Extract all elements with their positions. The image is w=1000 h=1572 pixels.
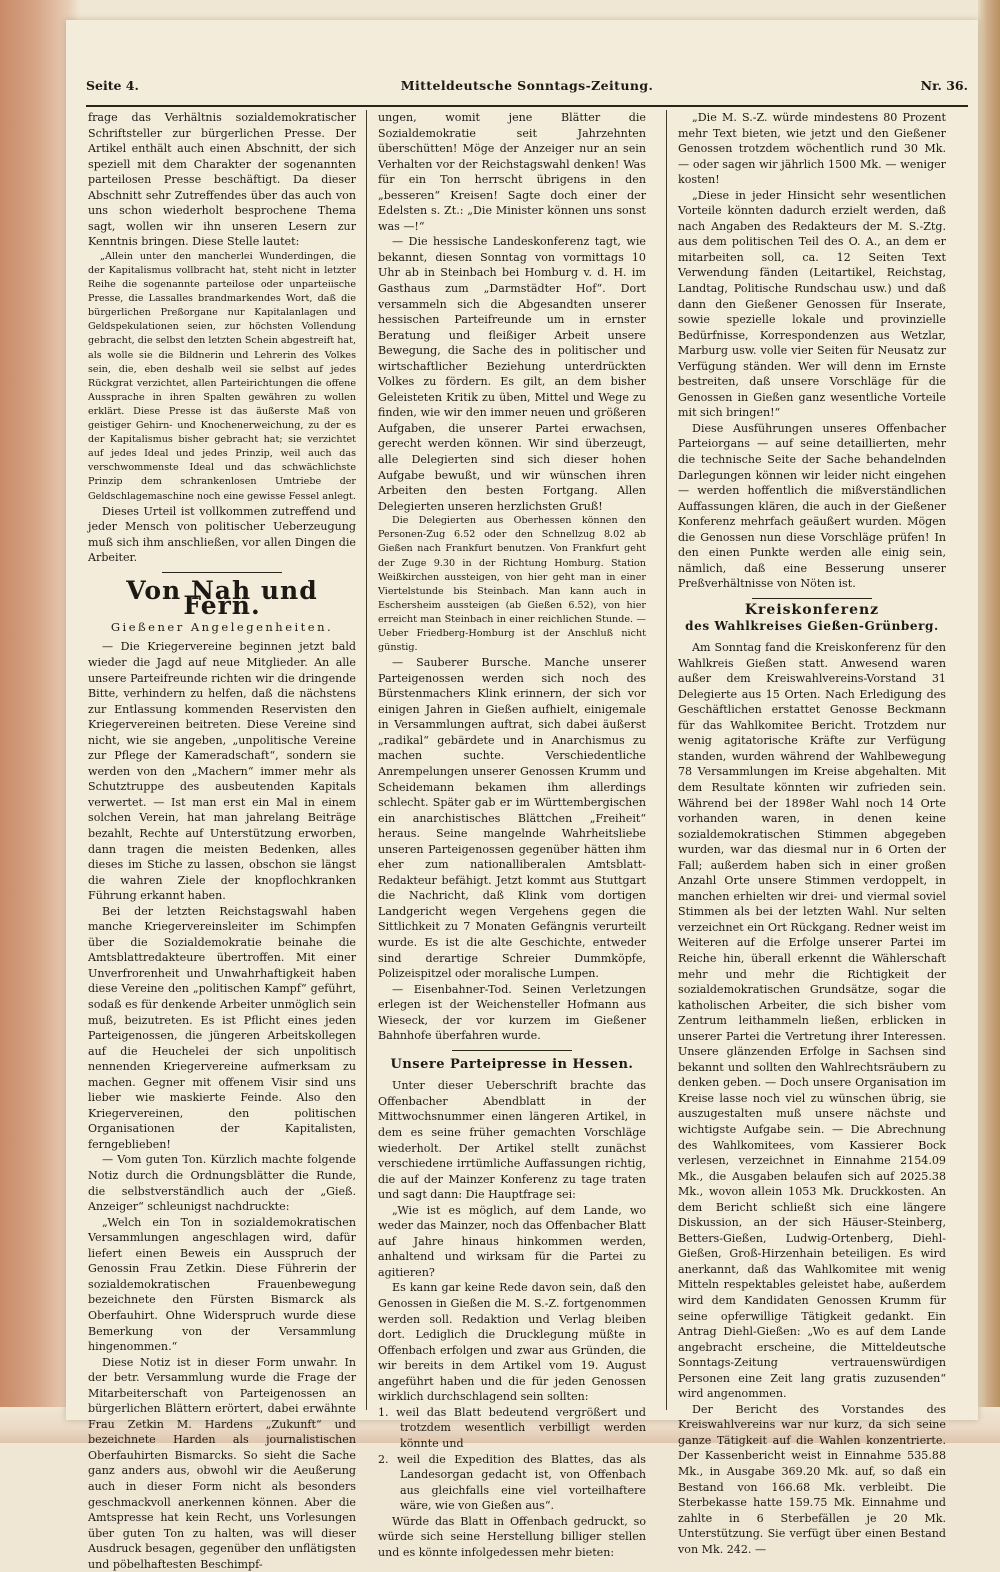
section-rule	[752, 598, 872, 599]
column-divider	[666, 110, 667, 1410]
list-item: 1. weil das Blatt bedeutend vergrößert und trotzdem wesentlich verbilligt werden könnte und	[378, 1405, 646, 1450]
article-paragraph: — Eisenbahner-Tod. Seinen Verletzungen erlegen ist der Weichensteller Hofmann aus Wieseck, der vor kurzem im Gießener Bahnhofe überfahren wurde.	[378, 982, 646, 1043]
scan-edge-right	[978, 0, 1000, 1443]
section-heading: Kreiskonferenz	[744, 601, 880, 618]
section-rule	[162, 572, 282, 573]
column-1	[88, 110, 356, 1571]
article-paragraph: Würde das Blatt in Offenbach gedruckt, so würde sich seine Herstellung billiger stellen und es könnte infolgedessen mehr bieten:	[378, 1514, 646, 1559]
article-paragraph: Dieses Urteil ist vollkommen zutreffend und jeder Mensch von politischer Ueberzeugung muß sich ihm anschließen, vor allen Dingen die Arbeiter.	[88, 504, 356, 565]
header-rule	[86, 105, 968, 107]
newspaper-page	[66, 20, 978, 1571]
numbered-list	[378, 1405, 646, 1514]
article-paragraph: — Vom guten Ton. Kürzlich machte folgende Notiz durch die Ordnungsblätter die Runde, die selbstverständlich auch der „Gieß. Anzeiger“ schleunigst nachdruckte:	[88, 1153, 356, 1214]
page-header	[86, 78, 968, 98]
article-paragraph: frage das Verhältnis sozialdemokratischer Schriftsteller zur bürgerlichen Presse. Der Artikel enthält auch einen Abschnitt, der sich speziell mit dem Charakter der sogenannten parteilosen Presse beschäftigt. Da dieser Abschnitt sehr Zutreffendes über das auch von uns schon wiederholt besprochene Thema sagt, wollen wir ihn unseren Lesern zur Kenntnis bringen. Diese Stelle lautet:	[88, 111, 356, 249]
article-quote: „Welch ein Ton in sozialdemokratischen Versammlungen angeschlagen wird, dafür liefert einen Beweis ein Ausspruch der Genossin Frau Zetkin. Diese Führerin der sozialdemokratischen Frauenbewegung bezeichnete den Fürsten Bismarck als Oberfauhirt. Ohne Widerspruch wurde diese Bemerkung von der Versammlung hingenommen.“	[88, 1215, 356, 1354]
article-paragraph: — Die hessische Landeskonferenz tagt, wie bekannt, diesen Sonntag von vormittags 10 Uhr ab in Steinbach bei Homburg v. d. H. im Gasthaus zum „Darmstädter Hof“. Dort versammeln sich die Abgesandten unserer hessischen Parteifreunde um in ernster Beratung und fleißiger Arbeit unsere Bewegung, die Sache des in politischer und wirtschaftlicher Beziehung unterdrückten Volkes zu fördern. Es gilt, an dem bisher Geleisteten Kritik zu üben, Mittel und Wege zu finden, wie wir den immer neuen und größeren Aufgaben, die unserer Partei erwachsen, gerecht werden können. Wir sind überzeugt, alle Delegierten sind sich dieser hohen Aufgabe bewußt, und wir wünschen ihren Arbeiten den besten Fortgang. Allen Delegierten unseren herzlichsten Gruß!	[378, 235, 646, 513]
article-paragraph: — Sauberer Bursche. Manche unserer Parteigenossen werden sich noch des Bürstenmachers Klink erinnern, der sich vor einigen Jahren in Gießen aufhielt, einigemale in Versammlungen auftrat, sich dabei äußerst „radikal“ gebärdete und in Anarchismus zu machen suchte. Verschiedentliche Anrempelungen unserer Genossen Krumm und Scheidemann bekamen ihm allerdings schlecht. Später gab er im Württembergischen ein anarchistisches Blättchen „Freiheit“ heraus. Seine mangelnde Wahrheitsliebe unseren Parteigenossen gegenüber hätten ihm eher zum nationalliberalen Amtsblatt-Redakteur befähigt. Jetzt kommt aus Stuttgart die Nachricht, daß Klink vom dortigen Landgericht wegen Vergehens gegen die Sittlichkeit zu 7 Monaten Gefängnis verurteilt wurde. Es ist die alte Geschichte, entweder sind derartige Schreier Dummköpfe, Polizeispitzel oder moralische Lumpen.	[378, 656, 646, 981]
issue-number: Nr. 36.	[920, 78, 968, 93]
article-paragraph: Bei der letzten Reichstagswahl haben manche Kriegervereinsleiter im Schimpfen über die Sozialdemokratie beinahe die Amtsblattredakteure übertroffen. Mit einer Unverfrorenheit und Unwahrhaftigkeit haben diese Vereine den „politischen Kampf“ geführt, sodaß es für denkende Arbeiter unmöglich sein muß, beizutreten. Es ist Pflicht eines jeden Parteigenossen, die jüngeren Arbeitskollegen auf die Heuchelei der sich unpolitisch nennenden Kriegervereine aufmerksam zu machen. Gegner mit offenem Visir sind uns lieber wie maskierte Feinde. Also den Kriegervereinen, den politischen Organisationen der Kapitalisten, ferngeblieben!	[88, 904, 356, 1151]
article-quote: „Allein unter den mancherlei Wunderdingen, die der Kapitalismus vollbracht hat, steht nicht in letzter Reihe die sogenannte parteilose oder unparteiische Presse, die Lassalles brandmarkendes Wort, daß die bürgerlichen Preßorgane nur Kapitalanlagen und Geldspekulationen seien, zur höchsten Vollendung gebracht, die selbst den letzten Schein abgestreift hat, als wolle sie die Bildnerin und Lehrerin des Volkes sein, die, eben deshalb weil sie selbst auf jedes Rückgrat verzichtet, allen Parteirichtungen die offene Aussprache in ihren Spalten gewähren zu wollen erklärt. Diese Presse ist das äußerste Maß von geistiger Gehirn- und Knochenerweichung, zu der es der Kapitalismus bisher gebracht hat; sie verzichtet auf jedes Ideal und jedes Prinzip, weil auch das verschwommenste Ideal und das schwächlichste Prinzip dem schrankenlosen Umtriebe der Geldschlagemaschine noch eine gewisse Fessel anlegt.	[88, 250, 356, 502]
article-paragraph: Der Bericht des Vorstandes des Kreiswahlvereins war nur kurz, da sich seine ganze Tätigkeit auf die Wahlen konzentrierte. Der Kassenbericht weist in Einnahme 535.88 Mk., in Ausgabe 369.20 Mk. auf, so daß ein Bestand von 166.68 Mk. verbleibt. Die Sterbekasse hatte 159.75 Mk. Einnahme und zahlte in 6 Sterbefällen je 20 Mk. Unterstützung. Sie verfügt über einen Bestand von Mk. 242. —	[678, 1402, 946, 1556]
article-note: Die Delegierten aus Oberhessen können den Personen-Zug 6.52 oder den Schnellzug 8.02 ab Gießen nach Frankfurt benutzen. Von Frankfurt geht der Zuge 9.30 in der Richtung Homburg. Station Weißkirchen aussteigen, von hier geht man in einer Viertelstunde bis Steinbach. Man kann auch in Eschersheim aussteigen (ab Gießen 6.52), von hier erreicht man Steinbach in einer reichlichen Stunde. — Ueber Friedberg-Homburg ist der Anschluß nicht günstig.	[378, 515, 646, 654]
article-paragraph: Diese Ausführungen unseres Offenbacher Parteiorgans — auf seine detaillierten, mehr die technische Seite der Sache behandelnden Darlegungen können wir leider nicht eingehen — werden hoffentlich die mißverständlichen Auffassungen klären, die auch in der Gießener Konferenz mehrfach geäußert wurden. Mögen die Genossen nun diese Vorschläge prüfen! In den einen Punkte werden alle einig sein, nämlich, daß eine Besserung unserer Preßverhältnisse von Nöten ist.	[678, 421, 946, 591]
section-subheading: des Wahlkreises Gießen-Grünberg.	[685, 618, 939, 633]
article-paragraph: Diese Notiz ist in dieser Form unwahr. In der betr. Versammlung wurde die Frage der Mitarbeiterschaft von Parteigenossen an bürgerlichen Blättern erörtert, dabei erwähnte Frau Zetkin M. Hardens „Zukunft“ und bezeichnete Harden als journalistischen Oberfauhirten Bismarcks. So sieht die Sache ganz anders aus, obwohl wir die Aeußerung auch in dieser Form nicht als besonders geschmackvoll anerkennen können. Aber die Amtspresse hat kein Recht, uns Vorlesungen über guten Ton zu halten, was will dieser Ausdruck besagen, gegenüber den unflätigsten und pöbelhaftesten Beschimpf-	[88, 1355, 356, 1571]
article-paragraph: Am Sonntag fand die Kreiskonferenz für den Wahlkreis Gießen statt. Anwesend waren außer dem Kreiswahlvereins-Vorstand 31 Delegierte aus 15 Orten. Nach Erledigung des Geschäftlichen erstattet Genosse Beckmann für das Wahlkomitee Bericht. Trotzdem nur wenig agitatorische Kräfte zur Verfügung standen, wurden während der Wahlbewegung 78 Versammlungen im Kreise abgehalten. Mit dem Resultate könnten wir zufrieden sein. Während bei der 1898er Wahl noch 14 Orte vorhanden waren, in denen keine sozialdemokratischen Stimmen abgegeben wurden, war das diesmal nur in 6 Orten der Fall; außerdem haben sich in einer großen Anzahl Orte unsere Stimmen verdoppelt, in manchen erhielten wir drei- und viermal soviel Stimmen als bei der letzten Wahl. Nur selten verzeichnet ein Ort Rückgang. Redner weist im Weiteren auf die Erfolge unserer Partei im Reiche hin, überall erkennt die Wählerschaft mehr und mehr die Richtigkeit der sozialdemokratischen Grundsätze, sogar die katholischen Arbeiter, die sich bisher vom Zentrum leithammeln ließen, erblicken in unserer Partei die Vertretung ihrer Interessen. Unsere glänzenden Erfolge in Sachsen sind bekannt und sollten den Wahlrechtsräubern zu denken geben. — Doch unsere Organisation im Kreise lasse noch viel zu wünschen übrig, sie auszugestalten muß unsere nächste und wichtigste Aufgabe sein. — Die Abrechnung des Wahlkomitees, vom Kassierer Bock verlesen, verzeichnet in Einnahme 2154.09 Mk., die Ausgaben belaufen sich auf 2025.38 Mk., wovon allein 1053 Mk. Druckkosten. An dem Bericht schließt sich eine längere Diskussion, an der sich Häuser-Steinberg, Betters-Gießen, Ludwig-Ortenberg, Diehl-Gießen, Groß-Hirzenhain beteiligen. Es wird anerkannt, daß das Wahlkomitee mit wenig Mitteln respektables geleistet habe, außerdem wird dem Kandidaten Genossen Krumm für seine opferwillige Tätigkeit gedankt. Ein Antrag Diehl-Gießen: „Wo es auf dem Lande angebracht erscheine, die Mitteldeutsche Sonntags-Zeitung vertrauenswürdigen Personen eine Zeit lang gratis zuzusenden“ wird angenommen.	[678, 641, 946, 1401]
article-paragraph: — Die Kriegervereine beginnen jetzt bald wieder die Jagd auf neue Mitglieder. An alle unsere Parteifreunde richten wir die dringende Bitte, verhindern zu helfen, daß die nächstens zur Entlassung kommenden Reservisten den Kriegervereinen beitreten. Diese Vereine sind nicht, wie sie angeben, „unpolitische Vereine zur Pflege der Kameradschaft“, sondern sie werden von den „Machern“ immer mehr als Schutztruppe des ausbeutenden Kapitals verwertet. — Ist man erst ein Mal in einem solchen Verein, hat man jahrelang Beiträge bezahlt, Rechte auf Unterstützung erworben, dann tragen die meisten Bedenken, alles dieses im Stiche zu lassen, obschon sie längst die wahren Ziele der knopflochkranken Führung erkannt haben.	[88, 640, 356, 903]
section-heading: Unsere Parteipresse in Hessen.	[390, 1056, 634, 1072]
newspaper-title: Mitteldeutsche Sonntags-Zeitung.	[400, 78, 654, 93]
section-heading: Von Nah und Fern.	[126, 575, 318, 621]
article-paragraph: ungen, womit jene Blätter die Sozialdemokratie seit Jahrzehnten überschütten! Möge der Anzeiger nur an sein Verhalten vor der Reichstagswahl denken! Was für ein Ton herrscht übrigens in den „besseren“ Kreisen! Sagte doch einer der Edelsten s. Zt.: „Die Minister können uns sonst was —!“	[378, 111, 646, 233]
column-2	[378, 110, 646, 1559]
article-paragraph: Es kann gar keine Rede davon sein, daß den Genossen in Gießen die M. S.-Z. fortgenommen werden soll. Redaktion und Verlag bleiben dort. Lediglich die Drucklegung müßte in Offenbach erfolgen und zwar aus Gründen, die wir bereits in dem Artikel vom 19. August angeführt haben und die für jeden Genossen wirklich durchschlagend sein sollten:	[378, 1281, 646, 1404]
list-item: 2. weil die Expedition des Blattes, das als Landesorgan gedacht ist, von Offenbach aus gleichfalls eine viel vorteilhaftere wäre, wie von Gießen aus“.	[378, 1452, 646, 1513]
article-quote: „Diese in jeder Hinsicht sehr wesentlichen Vorteile könnten dadurch erzielt werden, daß nach Angaben des Redakteurs der M. S.-Ztg. aus dem politischen Teil des O. A., an dem er mitarbeiten soll, ca. 12 Seiten Text Verwendung fänden (Leitartikel, Reichstag, Landtag, Politische Rundschau usw.) und daß dann den Gießener Genossen für Inserate, sowie spezielle lokale und provinzielle Bedürfnisse, Korrespondenzen aus Wetzlar, Marburg usw. volle vier Seiten für Neusatz zur Verfügung ständen. Wer will denn im Ernste bestreiten, daß unsere Vorschläge für die Genossen in Gießen ganz wesentliche Vorteile mit sich bringen!“	[678, 188, 946, 420]
article-paragraph: Unter dieser Ueberschrift brachte das Offenbacher Abendblatt in der Mittwochsnummer einen längeren Artikel, in dem es seine früher gemachten Vorschläge wiederholt. Der Artikel stellt zunächst verschiedene irrtümliche Auffassungen richtig, die auf der Mainzer Konferenz zu tage traten und sagt dann: Die Hauptfrage sei:	[378, 1079, 646, 1202]
page-number: Seite 4.	[86, 78, 139, 93]
column-divider	[366, 110, 367, 1410]
section-rule	[452, 1050, 572, 1051]
article-quote: „Wie ist es möglich, auf dem Lande, wo weder das Mainzer, noch das Offenbacher Blatt auf Jahre hinaus hinkommen werden, anhaltend und wirksam für die Partei zu agitieren?	[378, 1203, 646, 1279]
article-quote: „Die M. S.-Z. würde mindestens 80 Prozent mehr Text bieten, wie jetzt und den Gießener Genossen trotzdem wöchentlich rund 30 Mk. — oder sagen wir jährlich 1500 Mk. — weniger kosten!	[678, 111, 946, 187]
subsection-heading: Gießener Angelegenheiten.	[110, 619, 334, 634]
column-3	[678, 110, 946, 1556]
